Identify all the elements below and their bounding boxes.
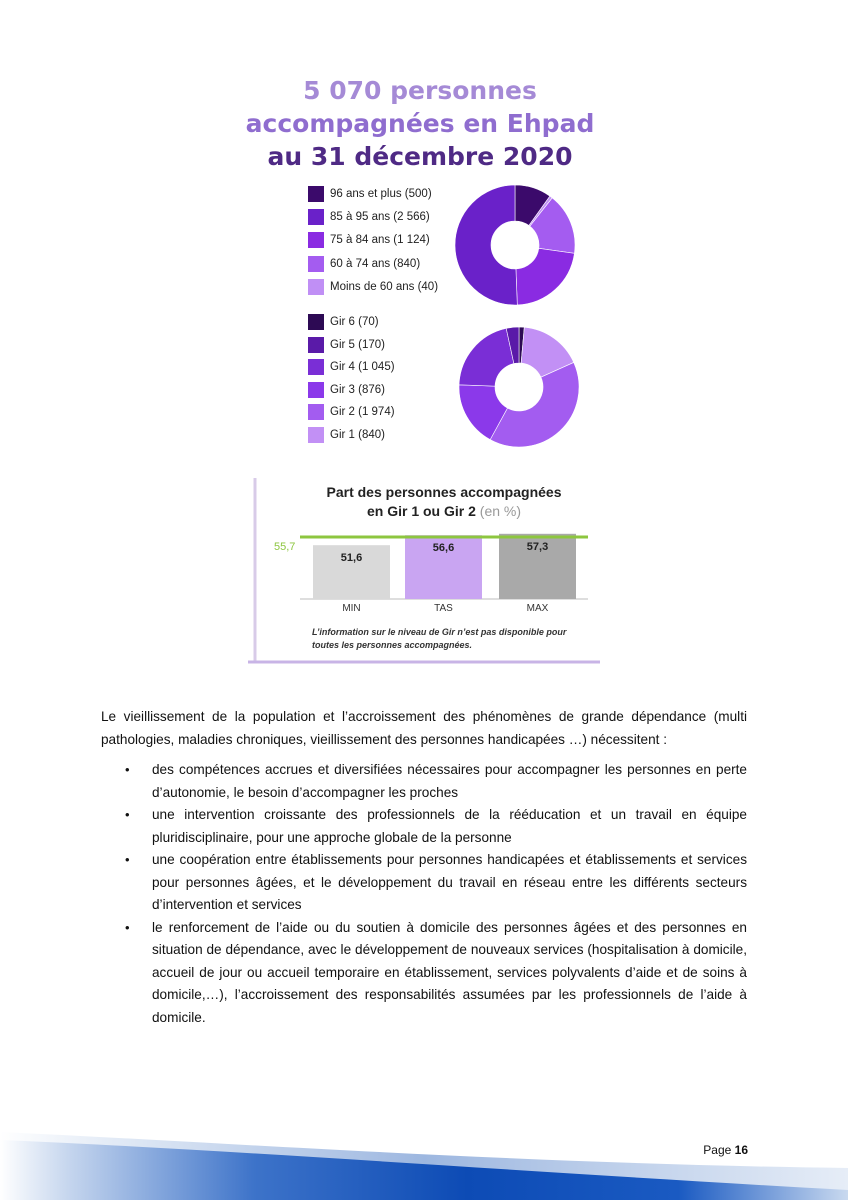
gir-legend-label: Gir 2 (1 974) <box>330 406 395 419</box>
age-donut-slice <box>455 185 517 305</box>
list-item: • des compétences accrues et diversifiées nécessaires pour accompagner les personnes en perte d’autonomie, le besoin d’accompagner les proches <box>101 759 747 804</box>
gir-legend-swatch <box>308 427 324 443</box>
gir-donut-slice <box>490 362 579 447</box>
bar-category-label: MAX <box>526 603 549 614</box>
bar-value-label: 51,6 <box>340 552 363 565</box>
gir-legend-swatch <box>308 404 324 420</box>
age-donut-slice <box>516 248 574 305</box>
list-item: • une intervention croissante des professionnels de la rééducation et un travail en équipe pluridisciplinaire, pour une approche globale de la personne <box>101 804 747 849</box>
age-legend-swatch <box>308 186 324 202</box>
gir-share-bar-chart <box>248 474 600 666</box>
age-legend-label: 60 à 74 ans (840) <box>330 257 421 270</box>
page-number-value: 16 <box>734 1143 748 1157</box>
gir-donut-slice <box>459 328 514 386</box>
bar-chart-note: L’information sur le niveau de Gir n’est pas disponible pour toutes les personnes accompagnées. <box>312 627 567 650</box>
bar-value-label: 57,3 <box>526 540 549 553</box>
gir-legend-label: Gir 5 (170) <box>330 338 385 351</box>
age-legend-swatch <box>308 256 324 272</box>
gir-legend-label: Gir 3 (876) <box>330 383 385 396</box>
page-number <box>703 1143 748 1157</box>
intro-paragraph: Le vieillissement de la population et l’accroissement des phénomènes de grande dépendance (multi pathologies, maladies chroniques, vieillissement des personnes handicapées …) nécessitent : <box>101 709 747 747</box>
gir-legend-label: Gir 1 (840) <box>330 429 385 441</box>
gir-legend-swatch <box>308 382 324 398</box>
gir-legend-label: Gir 4 (1 045) <box>330 361 395 374</box>
gir-legend-swatch <box>308 314 324 330</box>
gir-legend-label: Gir 6 (70) <box>330 316 379 328</box>
age-legend-label: 75 à 84 ans (1 124) <box>330 234 430 247</box>
page-label: Page <box>703 1143 732 1157</box>
footer-decorative-band <box>0 1128 848 1200</box>
age-legend-label: 96 ans et plus (500) <box>330 188 432 200</box>
bar-chart-title-line-1: Part des personnes accompagnées <box>326 484 562 500</box>
list-item: • le renforcement de l’aide ou du soutien à domicile des personnes âgées et des personnes en situation de dépendance, avec le développement de nouveaux services (hospitalisation à domicile, accueil de jour ou accueil temporaire en établissement, services polyvalents d’aide et de soins à domicile,…), l’accroissement des responsabilités assumées par les professionnels de l’aide à domicile. <box>101 917 747 1030</box>
bar-chart-title-unit: (en %) <box>479 503 522 519</box>
gir-donut-chart <box>458 326 580 448</box>
bar-value-label: 56,6 <box>432 542 455 555</box>
body-text <box>101 706 747 1029</box>
age-legend-label: 85 à 95 ans (2 566) <box>330 211 430 224</box>
age-legend-swatch <box>308 232 324 248</box>
age-donut-chart <box>454 184 576 306</box>
infographic-title-line-3: au 31 décembre 2020 <box>267 142 573 171</box>
needs-list <box>101 759 747 1029</box>
age-legend-swatch <box>308 209 324 225</box>
bar-category-label: TAS <box>434 603 453 614</box>
list-item: • une coopération entre établissements pour personnes handicapées et établissements et services pour personnes âgées, et le développement du travail en réseau entre les différents secteurs d’intervention et services <box>101 849 747 917</box>
age-legend-swatch <box>308 279 324 295</box>
bar-category-label: MIN <box>342 603 361 614</box>
bar-chart-title-main: en Gir 1 ou Gir 2 <box>366 503 476 519</box>
infographic-title-line-2: accompagnées en Ehpad <box>245 109 595 138</box>
gir-legend-swatch <box>308 359 324 375</box>
reference-value-label: 55,7 <box>274 541 296 553</box>
gir-legend-swatch <box>308 337 324 353</box>
infographic-title-line-1: 5 070 personnes <box>303 76 537 105</box>
age-legend-label: Moins de 60 ans (40) <box>330 280 439 293</box>
